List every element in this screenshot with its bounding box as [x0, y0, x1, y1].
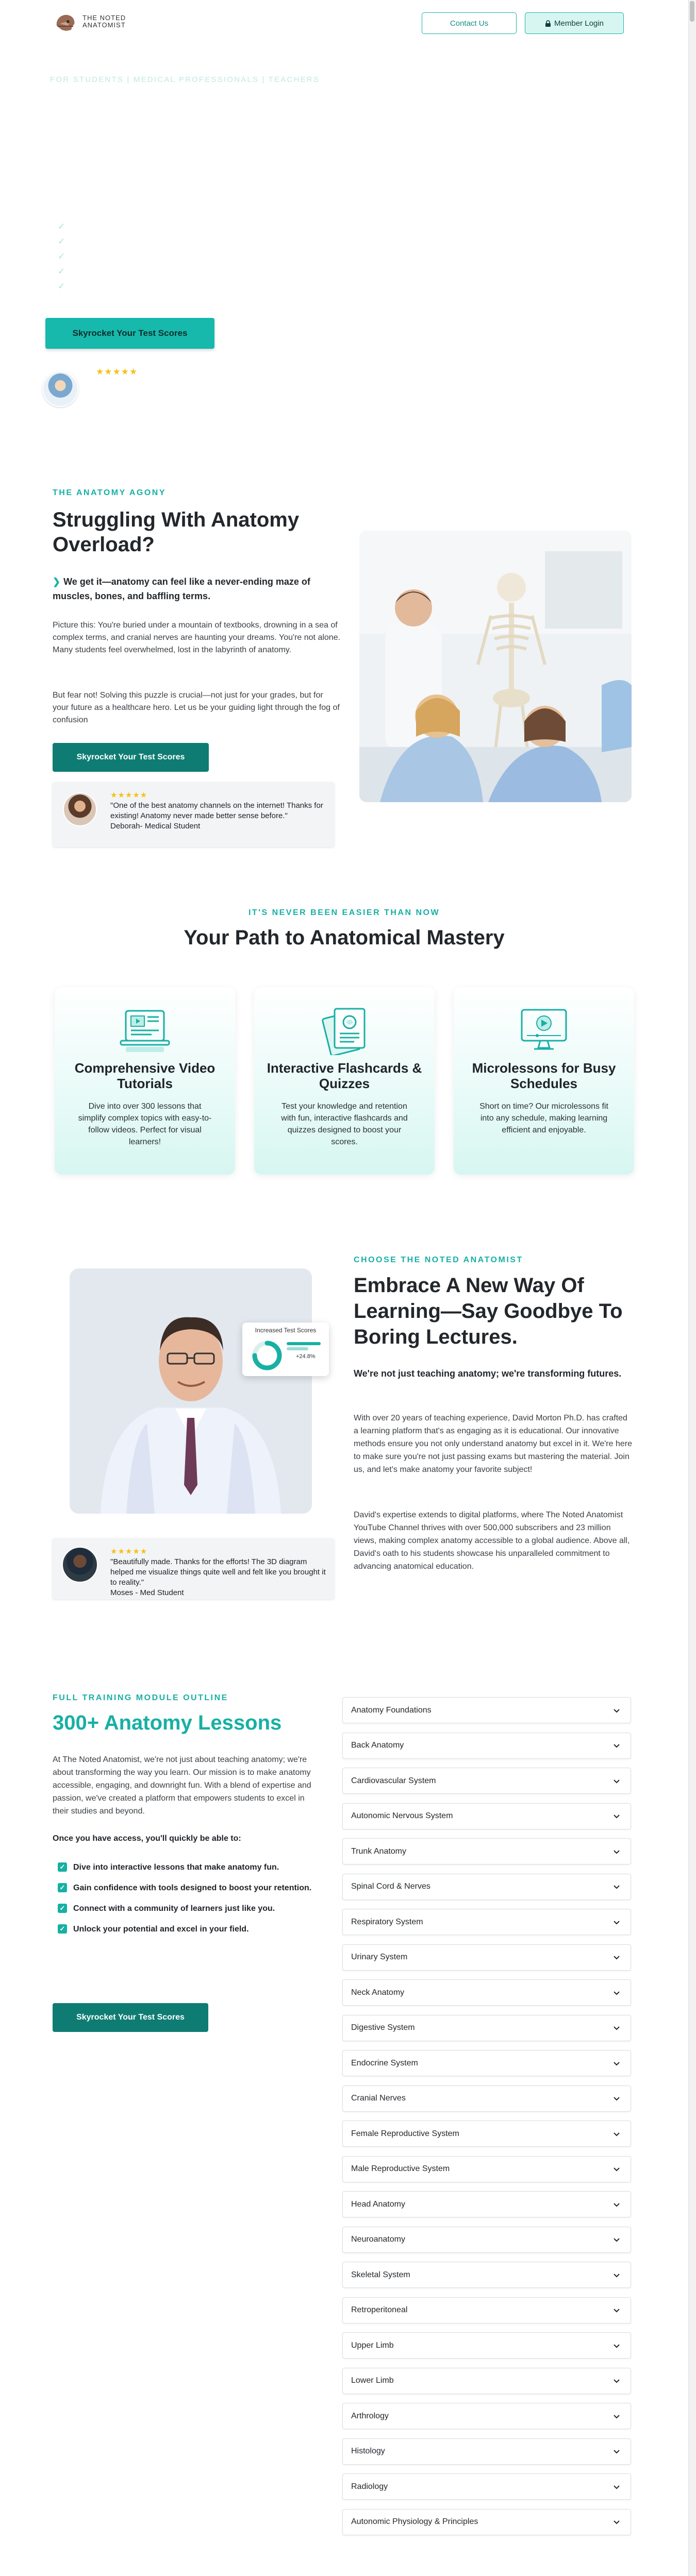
testimonial-card	[53, 782, 334, 847]
chevron-down-icon	[613, 1742, 620, 1749]
chevron-down-icon	[613, 1989, 620, 1996]
module-item[interactable]	[342, 1697, 631, 1723]
classroom-illustration	[359, 531, 632, 802]
module-item[interactable]	[342, 2438, 631, 2465]
avatar	[63, 792, 97, 826]
chevron-down-icon	[613, 1707, 620, 1714]
benefit-item	[58, 1924, 326, 1935]
module-label: Retroperitoneal	[351, 2306, 408, 2314]
flashcards-icon	[315, 1006, 374, 1055]
scrollbar-thumb[interactable]	[690, 1, 694, 22]
agony-eyebrow: THE ANATOMY AGONY	[53, 488, 166, 497]
module-label: Female Reproductive System	[351, 2129, 459, 2138]
hero-avatar	[42, 371, 78, 407]
module-item[interactable]	[342, 2015, 631, 2041]
module-item[interactable]	[342, 2368, 631, 2394]
chevron-down-icon	[613, 1777, 620, 1785]
logo-line-1: THE NOTED	[82, 14, 126, 22]
module-item[interactable]	[342, 1803, 631, 1829]
member-login-label: Member Login	[554, 19, 604, 28]
chevron-down-icon	[613, 2448, 620, 2455]
module-label: Endocrine System	[351, 2058, 418, 2067]
chevron-down-icon	[613, 2377, 620, 2384]
path-title: Your Path to Anatomical Mastery	[184, 926, 505, 949]
chevron-down-icon	[613, 2060, 620, 2067]
agony-lead	[53, 574, 341, 603]
video-tutorial-icon	[115, 1006, 174, 1055]
module-label: Upper Limb	[351, 2341, 394, 2350]
module-label: Head Anatomy	[351, 2199, 405, 2209]
feature-card-description: Dive into over 300 lessons that simplify complex topics with easy-to-follow videos. Perfect for visual learners!	[78, 1102, 212, 1146]
rating-stars: ★★★★★	[110, 1547, 148, 1556]
way-paragraph-2: David's expertise extends to digital platforms, where The Noted Anatomist YouTube Channel thrives with over 500,000 subscribers and 23 million views, making complex anatomy accessible to a global audience. Above all, David's oath to his students showcase his unparalleled commitment to advancing anatomical education.	[354, 1511, 630, 1571]
chevron-down-icon	[613, 2130, 620, 2138]
module-label: Male Reproductive System	[351, 2164, 450, 2173]
rating-stars: ★★★★★	[110, 791, 148, 800]
module-item[interactable]	[342, 1838, 631, 1865]
chevron-down-icon	[613, 2165, 620, 2173]
lock-icon	[545, 20, 551, 27]
module-label: Neuroanatomy	[351, 2235, 405, 2244]
module-item[interactable]	[342, 2121, 631, 2147]
hero-checklist	[58, 219, 65, 294]
check-icon: ✓	[58, 251, 65, 261]
module-item[interactable]	[342, 1768, 631, 1794]
avatar	[62, 1547, 98, 1583]
hero-rating-stars: ★★★★★	[96, 367, 138, 377]
instructor-photo	[70, 1268, 312, 1514]
way-eyebrow: CHOOSE THE NOTED ANATOMIST	[354, 1256, 523, 1264]
chevron-down-icon	[613, 1954, 620, 1961]
check-icon: ✓	[58, 236, 65, 246]
checkbox-icon: ✓	[58, 1883, 67, 1892]
feature-card-microlessons	[454, 987, 634, 1175]
page-scrollbar[interactable]	[688, 0, 696, 2576]
module-item[interactable]	[342, 1979, 631, 2006]
agony-paragraph-1: Picture this: You're buried under a mountain of textbooks, drowning in a sea of complex terms, and cranial nerves are haunting your dreams. You're not alone. Many students feel overwhelmed, lost in the labyrinth of anatomy.	[53, 621, 341, 654]
testimonial-author: Deborah- Medical Student	[110, 822, 201, 831]
chevron-down-icon	[613, 2201, 620, 2208]
instructor-illustration	[70, 1268, 312, 1514]
classroom-photo	[359, 531, 632, 802]
chevron-down-icon	[613, 2307, 620, 2314]
checkbox-icon: ✓	[58, 1924, 67, 1934]
module-label: Neck Anatomy	[351, 1988, 405, 1997]
module-item[interactable]	[342, 2332, 631, 2359]
module-label: Radiology	[351, 2482, 388, 2491]
chevron-down-icon	[613, 2236, 620, 2243]
lessons-paragraph: At The Noted Anatomist, we're not just about teaching anatomy; we're about transforming the way you learn. Our mission is to make anatomy accessible, engaging, and downright fun. With a blend of expertise and passion, we've created a platform that empowers students to excel in their studies and beyond.	[53, 1755, 311, 1816]
module-item[interactable]	[342, 1733, 631, 1759]
test-score-card	[242, 1323, 329, 1376]
path-eyebrow: IT'S NEVER BEEN EASIER THAN NOW	[248, 908, 440, 917]
module-item[interactable]	[342, 2403, 631, 2429]
checkbox-icon: ✓	[58, 1862, 67, 1872]
module-label: Trunk Anatomy	[351, 1846, 407, 1856]
agony-cta-button[interactable]: Skyrocket Your Test Scores	[53, 743, 209, 772]
benefit-text: Dive into interactive lessons that make anatomy fun.	[73, 1863, 279, 1872]
chevron-down-icon	[613, 1919, 620, 1926]
testimonial-card	[53, 1538, 334, 1599]
testimonial-quote-text: "One of the best anatomy channels on the internet! Thanks for existing! Anatomy never made better sense before."	[110, 801, 323, 820]
agony-title: Struggling With Anatomy Overload?	[53, 509, 300, 556]
module-label: Spinal Cord & Nerves	[351, 1882, 430, 1891]
module-item[interactable]	[342, 2191, 631, 2217]
module-label: Arthrology	[351, 2411, 389, 2420]
chevron-down-icon	[613, 1812, 620, 1820]
feature-card-flashcards	[254, 987, 435, 1175]
testimonial-author: Moses - Med Student	[110, 1588, 184, 1597]
module-label: Anatomy Foundations	[351, 1705, 432, 1715]
module-label: Respiratory System	[351, 1917, 423, 1926]
benefit-text: Gain confidence with tools designed to boost your retention.	[73, 1884, 312, 1892]
feature-card-title: Interactive Flashcards & Quizzes	[267, 1060, 422, 1091]
module-label: Digestive System	[351, 2023, 415, 2032]
check-icon: ✓	[58, 266, 65, 276]
module-label: Back Anatomy	[351, 1741, 404, 1750]
check-icon: ✓	[58, 281, 65, 291]
module-item[interactable]	[342, 2050, 631, 2076]
chevron-down-icon	[613, 1883, 620, 1890]
testimonial-quote-text: "Beautifully made. Thanks for the efforts! The 3D diagram helped me visualize things quite well and felt like you brought it to reality."	[110, 1557, 326, 1587]
module-item[interactable]	[342, 1909, 631, 1935]
module-label: Histology	[351, 2447, 385, 2455]
chevron-right-icon: ❯	[53, 577, 61, 587]
hero-cta-button[interactable]: Skyrocket Your Test Scores	[45, 318, 214, 349]
module-label: Cranial Nerves	[351, 2094, 406, 2103]
chevron-down-icon	[613, 2413, 620, 2420]
feature-card-title: Microlessons for Busy Schedules	[472, 1060, 616, 1091]
module-label: Skeletal System	[351, 2270, 410, 2279]
way-title: Embrace A New Way Of Learning—Say Goodbye To Boring Lectures.	[354, 1274, 623, 1348]
module-label: Urinary System	[351, 1953, 408, 1961]
chevron-down-icon	[613, 2483, 620, 2490]
benefit-text: Connect with a community of learners just like you.	[73, 1904, 275, 1913]
feature-card-title: Comprehensive Video Tutorials	[74, 1060, 216, 1091]
agony-lead-text: We get it—anatomy can feel like a never-ending maze of muscles, bones, and baffling terms.	[53, 577, 310, 601]
module-item[interactable]	[342, 2227, 631, 2253]
site-header	[0, 0, 688, 45]
contact-us-button[interactable]: Contact Us	[422, 12, 517, 34]
benefit-item	[58, 1883, 326, 1894]
module-item[interactable]	[342, 2473, 631, 2500]
benefit-item	[58, 1862, 326, 1873]
chevron-down-icon	[613, 2024, 620, 2031]
microlesson-icon	[515, 1006, 573, 1055]
agony-paragraph-2: But fear not! Solving this puzzle is crucial—not just for your grades, but for your future as a healthcare hero. Let us be your guiding light through the fog of confusion	[53, 691, 340, 724]
check-icon: ✓	[58, 222, 65, 231]
module-item[interactable]	[342, 1874, 631, 1900]
lessons-eyebrow: FULL TRAINING MODULE OUTLINE	[53, 1693, 228, 1702]
logo-skull-icon	[53, 10, 79, 33]
benefit-item	[58, 1903, 326, 1914]
lessons-subheading: Once you have access, you'll quickly be able to:	[53, 1834, 241, 1843]
score-percent: +24.8%	[296, 1353, 316, 1360]
score-progress-ring	[242, 1323, 329, 1376]
benefit-text: Unlock your potential and excel in your field.	[73, 1925, 249, 1934]
module-item[interactable]	[342, 1944, 631, 1971]
module-item[interactable]	[342, 2086, 631, 2112]
logo-line-2: ANATOMIST	[82, 21, 126, 29]
feature-card-video	[55, 987, 235, 1175]
module-item[interactable]	[342, 2262, 631, 2288]
score-card-title: Increased Test Scores	[255, 1327, 317, 1334]
chevron-down-icon	[613, 1848, 620, 1855]
member-login-button[interactable]	[525, 12, 624, 34]
lessons-title: 300+ Anatomy Lessons	[53, 1711, 282, 1734]
module-accordion	[342, 1697, 631, 2544]
module-label: Autonomic Nervous System	[351, 1811, 453, 1820]
module-item[interactable]	[342, 2297, 631, 2324]
module-item[interactable]	[342, 2509, 631, 2535]
feature-card-description: Test your knowledge and retention with fun, interactive flashcards and quizzes designed to boost your scores.	[281, 1102, 408, 1146]
module-label: Lower Limb	[351, 2376, 394, 2385]
way-lead: We're not just teaching anatomy; we're transforming futures.	[354, 1368, 622, 1379]
chevron-down-icon	[613, 2518, 620, 2526]
chevron-down-icon	[613, 2342, 620, 2349]
module-item[interactable]	[342, 2156, 631, 2182]
checkbox-icon: ✓	[58, 1904, 67, 1913]
testimonial-quote	[110, 1557, 327, 1598]
chevron-down-icon	[613, 2272, 620, 2279]
module-label: Autonomic Physiology & Principles	[351, 2517, 478, 2526]
hero-eyebrow: FOR STUDENTS | MEDICAL PROFESSIONALS | TEACHERS	[50, 75, 320, 84]
module-label: Cardiovascular System	[351, 1776, 436, 1785]
testimonial-quote	[110, 801, 327, 832]
benefit-list	[58, 1862, 326, 1944]
way-paragraph-1: With over 20 years of teaching experience, David Morton Ph.D. has crafted a learning platform that's as engaging as it is educational. Our innovative methods ensure you not only understand anatomy but excel in it. We're here to make sure you're not just passing exams but mastering the material. Join us, and let's make anatomy your favorite subject!	[354, 1414, 632, 1474]
feature-card-description: Short on time? Our microlessons fit into any schedule, making learning efficient and enjoyable.	[479, 1102, 608, 1134]
lessons-cta-button[interactable]: Skyrocket Your Test Scores	[53, 2003, 208, 2032]
chevron-down-icon	[613, 2095, 620, 2102]
site-logo[interactable]	[53, 10, 126, 33]
